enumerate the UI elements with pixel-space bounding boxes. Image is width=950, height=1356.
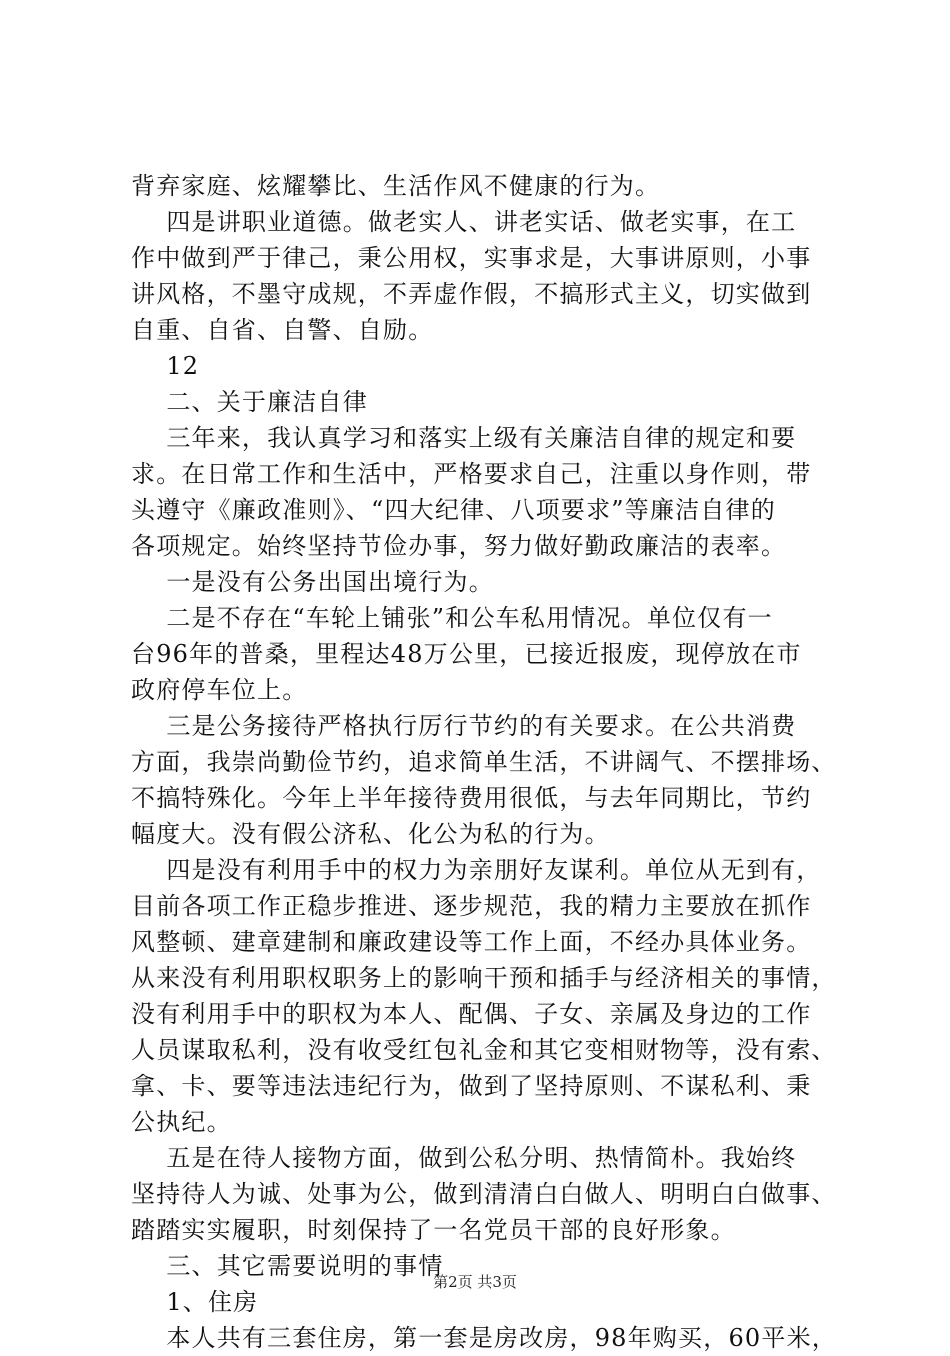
text-line: 头遵守《廉政准则》、“四大纪律、八项要求”等廉洁自律的 [131,496,776,524]
page-footer: 第2页 共3页 [433,1273,517,1291]
text-line: 求。在日常工作和生活中，严格要求自己，注重以身作则，带 [131,460,812,488]
text-line: 四是讲职业道德。做老实人、讲老实话、做老实事，在工 [131,208,797,236]
page-number-marker: 12 [131,352,200,380]
text-line: 幅度大。没有假公济私、化公为私的行为。 [131,820,610,848]
document-body [131,168,837,1356]
text-line: 本人共有三套住房，第一套是房改房，98年购买，60平米， [131,1324,837,1352]
text-line: 人员谋取私利，没有收受红包礼金和其它变相财物等，没有索、 [131,1036,837,1064]
text-line: 没有利用手中的职权为本人、配偶、子女、亲属及身边的工作 [131,1000,812,1028]
text-line: 四是没有利用手中的权力为亲朋好友谋利。单位从无到有， [131,856,822,884]
text-line: 从来没有利用职权职务上的影响干预和插手与经济相关的事情， [131,964,837,992]
text-line: 政府停车位上。 [131,676,308,704]
section-heading: 三、其它需要说明的事情 [131,1252,444,1280]
text-line: 作中做到严于律己，秉公用权，实事求是，大事讲原则，小事 [131,244,812,272]
text-line: 坚持待人为诚、处事为公，做到清清白白做人、明明白白做事、 [131,1180,837,1208]
section-heading: 二、关于廉洁自律 [131,388,368,416]
text-line: 台96年的普桑，里程达48万公里，已接近报废，现停放在市 [131,640,802,668]
text-line: 公执纪。 [131,1108,232,1136]
text-line: 讲风格，不墨守成规，不弄虚作假，不搞形式主义，切实做到 [131,280,812,308]
text-line: 方面，我崇尚勤俭节约，追求简单生活，不讲阔气、不摆排场、 [131,748,837,776]
subsection-heading: 1、住房 [131,1288,259,1316]
text-line: 各项规定。始终坚持节俭办事，努力做好勤政廉洁的表率。 [131,532,787,560]
text-line: 自重、自省、自警、自励。 [131,316,434,344]
text-line: 踏踏实实履职，时刻保持了一名党员干部的良好形象。 [131,1216,736,1244]
text-line: 五是在待人接物方面，做到公私分明、热情简朴。我始终 [131,1144,797,1172]
text-line: 三是公务接待严格执行厉行节约的有关要求。在公共消费 [131,712,797,740]
text-line: 不搞特殊化。今年上半年接待费用很低，与去年同期比，节约 [131,784,812,812]
text-line: 三年来，我认真学习和落实上级有关廉洁自律的规定和要 [131,424,797,452]
text-line: 一是没有公务出国出境行为。 [131,568,494,596]
text-line: 背弃家庭、炫耀攀比、生活作风不健康的行为。 [131,172,661,200]
text-line: 二是不存在“车轮上铺张”和公车私用情况。单位仅有一 [131,604,773,632]
text-line: 目前各项工作正稳步推进、逐步规范，我的精力主要放在抓作 [131,892,812,920]
text-line: 风整顿、建章建制和廉政建设等工作上面，不经办具体业务。 [131,928,812,956]
text-line: 拿、卡、要等违法违纪行为，做到了坚持原则、不谋私利、秉 [131,1072,812,1100]
